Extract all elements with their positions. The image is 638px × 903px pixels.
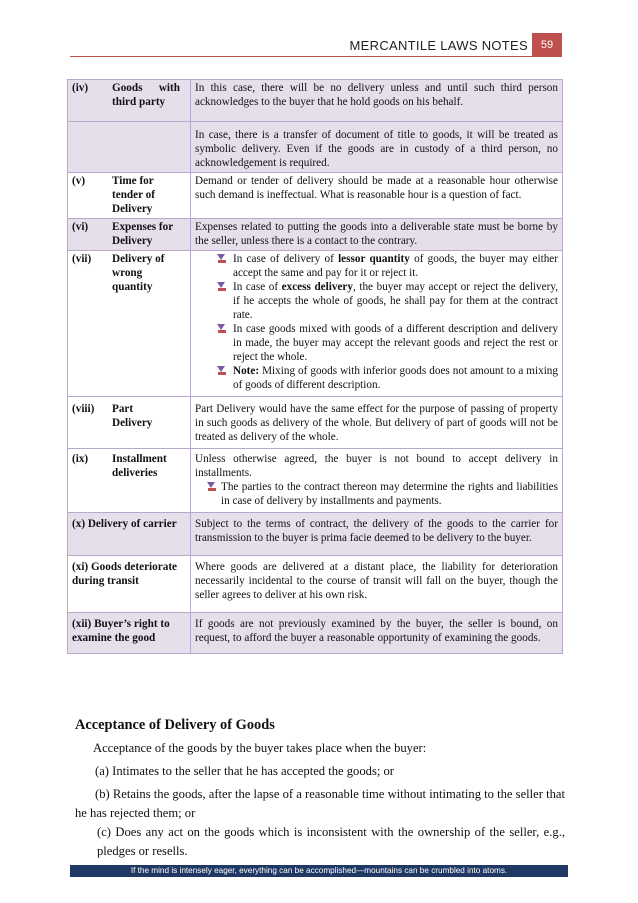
- row-text: Part Delivery would have the same effect for the purpose of passing of property in such goods as delivery of the whole. But delivery of part of goods will not be treated as delivery of the whole.: [191, 397, 563, 449]
- bullet-item: The parties to the contract thereon may determine the rights and liabilities in case of delivery by installments and payments.: [195, 480, 558, 508]
- row-label: Buyer’s right to examine the good: [72, 618, 170, 644]
- delivery-rules-table: [67, 79, 563, 654]
- table-row: [68, 122, 563, 173]
- bullet-arrow-icon: [217, 254, 226, 264]
- table-row: [68, 556, 563, 613]
- bullet-item: In case of excess delivery, the buyer may accept or reject the delivery, if he accepts the whole of goods, he shall pay for them at the contract rate.: [195, 280, 558, 322]
- section-intro: Acceptance of the goods by the buyer takes place when the buyer:: [93, 741, 427, 755]
- row-heading: [68, 613, 191, 654]
- header-rule: [70, 56, 534, 57]
- row-heading: [68, 122, 191, 173]
- row-label: Part Delivery: [112, 403, 153, 429]
- bullet-arrow-icon: [217, 366, 226, 376]
- table-row: [68, 80, 563, 122]
- row-heading: [68, 251, 191, 397]
- table-row: [68, 513, 563, 556]
- table-row: [68, 219, 563, 251]
- row-label: Goods deteriorate during transit: [72, 561, 178, 587]
- bullet-arrow-icon: [207, 482, 216, 492]
- row-text: If goods are not previously examined by the buyer, the seller is bound, on request, to afford the buyer a reasonable opportunity of examining the goods.: [191, 613, 563, 654]
- row-text: In this case, there will be no delivery unless and until such third person acknowledges to the buyer that he hold goods on his behalf.: [191, 80, 563, 122]
- acceptance-item: (b) Retains the goods, after the lapse of a reasonable time without intimating to the seller that he has rejected them; or: [75, 787, 565, 820]
- row-heading: [68, 219, 191, 251]
- bullet-item: In case of delivery of lessor quantity of goods, the buyer may either accept the same and pay for it or reject it.: [195, 252, 558, 280]
- row-text: [191, 251, 563, 397]
- footer-quote-bar: [70, 865, 568, 877]
- row-text: Expenses related to putting the goods into a deliverable state must be borne by the seller, unless there is a contact to the contrary.: [191, 219, 563, 251]
- table-row: [68, 251, 563, 397]
- row-heading: [68, 449, 191, 513]
- row-number: (x): [72, 518, 86, 530]
- row-number: (xii): [72, 618, 92, 630]
- footer-quote: If the mind is intensely eager, everything can be accomplished—mountains can be crumbled into atoms.: [130, 866, 508, 875]
- row-heading: [68, 513, 191, 556]
- row-heading: [68, 397, 191, 449]
- bullet-item: Note: Mixing of goods with inferior goods does not amount to a mixing of goods of different description.: [195, 364, 558, 392]
- row-label: Installment deliveries: [112, 453, 167, 479]
- row-text: Demand or tender of delivery should be made at a reasonable hour otherwise such demand is ineffectual. What is reasonable hour is a question of fact.: [191, 173, 563, 219]
- row-heading: [68, 173, 191, 219]
- row-heading: [68, 80, 191, 122]
- row-text: In case, there is a transfer of document of title to goods, it will be treated as symbolic delivery. Even if the goods are in custody of a third person, no acknowledgement is required.: [191, 122, 563, 173]
- bullet-item: In case goods mixed with goods of a different description and delivery in made, the buyer may accept the relevant goods and reject the rest or reject the whole.: [195, 322, 558, 364]
- row-text-main: Unless otherwise agreed, the buyer is not bound to accept delivery in installments.: [195, 453, 558, 479]
- page-number-badge: [532, 33, 562, 57]
- row-heading: [68, 556, 191, 613]
- table-row: [68, 397, 563, 449]
- row-text: [191, 449, 563, 513]
- bullet-arrow-icon: [217, 282, 226, 292]
- page-header: [0, 36, 638, 58]
- row-number: (v): [72, 175, 86, 187]
- table-row: [68, 449, 563, 513]
- row-text: Where goods are delivered at a distant place, the liability for deterioration necessarily incidental to the course of transit will fall on the buyer, though the seller agrees to deliver at his own risk.: [191, 556, 563, 613]
- acceptance-item: (c) Does any act on the goods which is inconsistent with the ownership of the seller, e.g., pledges or resells.: [97, 825, 565, 858]
- row-label: Goods with third party: [112, 82, 180, 108]
- row-label: Time for tender of Delivery: [112, 175, 155, 215]
- table-row: [68, 173, 563, 219]
- page-number: 59: [540, 39, 554, 51]
- acceptance-item: (a) Intimates to the seller that he has accepted the goods; or: [95, 764, 394, 778]
- row-text: Subject to the terms of contract, the delivery of the goods to the carrier for transmission to the buyer is prima facie deemed to be delivery to the buyer.: [191, 513, 563, 556]
- row-number: (vii): [72, 253, 92, 265]
- row-label: Delivery of carrier: [87, 518, 177, 530]
- row-number: (iv): [72, 82, 89, 94]
- row-number: (vi): [72, 221, 89, 233]
- section-heading: Acceptance of Delivery of Goods: [75, 717, 275, 733]
- bullet-arrow-icon: [217, 324, 226, 334]
- row-number: (ix): [72, 453, 89, 465]
- header-title: MERCANTILE LAWS NOTES: [349, 38, 528, 53]
- row-label: Expenses for Delivery: [112, 221, 174, 247]
- table-row: [68, 613, 563, 654]
- row-number: (xi): [72, 561, 89, 573]
- row-number: (viii): [72, 403, 95, 415]
- acceptance-section: [75, 716, 565, 861]
- row-label: Delivery of wrong quantity: [112, 253, 165, 293]
